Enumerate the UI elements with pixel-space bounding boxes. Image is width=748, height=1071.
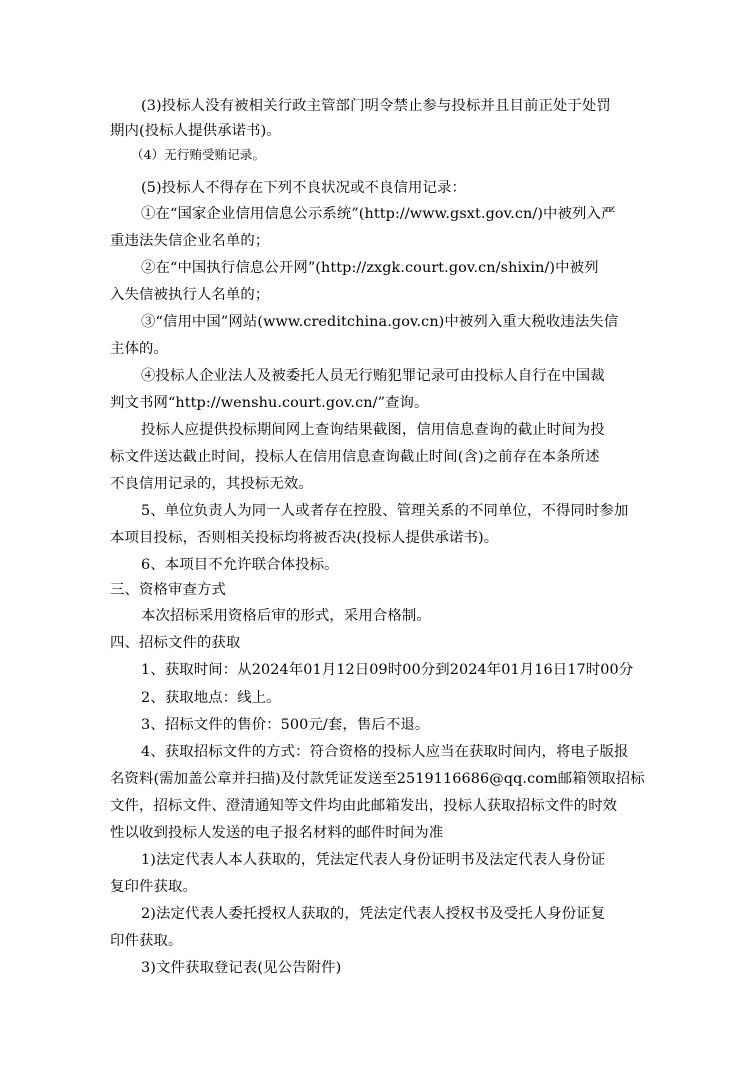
text-line-29: 1)法定代表人本人获取的，凭法定代表人身份证明书及法定代表人身份证 xyxy=(141,852,606,868)
text-line-20: 本次招标采用资格后审的形式，采用合格制。 xyxy=(141,608,431,624)
text-line-33: 3)文件获取登记表(见公告附件) xyxy=(141,960,342,976)
text-line-30: 复印件获取。 xyxy=(110,879,197,895)
text-line-5: ①在“国家企业信用信息公示系统”(http://www.gsxt.gov.cn/)中被列入严 xyxy=(141,206,616,222)
text-line-11: ④投标人企业法人及被委托人员无行贿犯罪记录可由投标人自行在中国裁 xyxy=(141,368,605,384)
section-heading-4: 四、招标文件的获取 xyxy=(110,635,241,651)
text-line-4: (5)投标人不得存在下列不良状况或不良信用记录： xyxy=(141,180,466,196)
text-line-28: 性以收到投标人发送的电子报名材料的邮件时间为准 xyxy=(110,825,444,841)
text-line-31: 2)法定代表人委托授权人获取的，凭法定代表人授权书及受托人身份证复 xyxy=(141,906,606,922)
text-line-8: 入失信被执行人名单的； xyxy=(110,287,270,303)
text-line-26: 名资料(需加盖公章并扫描)及付款凭证发送至2519116686@qq.com邮箱领取招标 xyxy=(110,771,645,787)
text-line-9: ③“信用中国”网站(www.creditchina.gov.cn)中被列入重大税收违法失信 xyxy=(141,314,619,330)
text-line-2: 期内(投标人提供承诺书)。 xyxy=(110,123,281,139)
text-line-17: 本项目投标，否则相关投标均将被否决(投标人提供承诺书)。 xyxy=(110,530,499,546)
text-line-3: （4）无行贿受贿记录。 xyxy=(131,147,266,162)
text-line-14: 标文件送达截止时间，投标人在信用信息查询截止时间(含)之前存在本条所述 xyxy=(110,449,600,465)
text-line-24: 3、招标文件的售价：500元/套，售后不退。 xyxy=(141,717,430,733)
text-line-22: 1、获取时间：从2024年01月12日09时00分到2024年01月16日17时00分 xyxy=(141,662,634,678)
text-line-15: 不良信用记录的，其投标无效。 xyxy=(110,476,313,492)
text-line-12: 判文书网“http://wenshu.court.gov.cn/”查询。 xyxy=(110,395,429,411)
text-line-18: 6、本项目不允许联合体投标。 xyxy=(141,557,339,573)
text-line-25: 4、获取招标文件的方式：符合资格的投标人应当在获取时间内，将电子版报 xyxy=(141,744,629,760)
text-line-23: 2、获取地点：线上。 xyxy=(141,690,281,706)
text-line-1: (3)投标人没有被相关行政主管部门明令禁止参与投标并且目前正处于处罚 xyxy=(141,98,611,114)
section-heading-3: 三、资格审查方式 xyxy=(110,582,226,598)
text-line-16: 5、单位负责人为同一人或者存在控股、管理关系的不同单位，不得同时参加 xyxy=(141,503,629,519)
text-line-10: 主体的。 xyxy=(110,341,168,357)
text-line-13: 投标人应提供投标期间网上查询结果截图，信用信息查询的截止时间为投 xyxy=(141,422,605,438)
text-line-6: 重违法失信企业名单的； xyxy=(110,233,270,249)
text-line-32: 印件获取。 xyxy=(110,933,183,949)
text-line-27: 文件，招标文件、澄清通知等文件均由此邮箱发出，投标人获取招标文件的时效 xyxy=(110,798,618,814)
text-line-7: ②在“中国执行信息公开网”(http://zxgk.court.gov.cn/shixin/)中被列 xyxy=(141,260,599,276)
